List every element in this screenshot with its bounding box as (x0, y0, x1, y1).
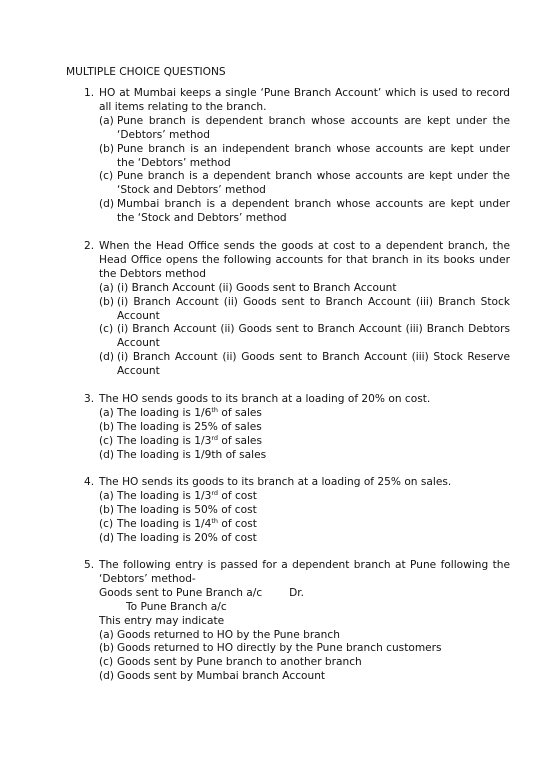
option-label: (d) (99, 531, 114, 544)
option-label: (b) (99, 642, 114, 655)
question-number: 4. (84, 476, 95, 488)
option-text-end: of cost (218, 517, 257, 530)
option-b (99, 504, 510, 518)
page-heading: MULTIPLE CHOICE QUESTIONS (66, 66, 226, 78)
option-text: (i) Branch Account (ii) Goods sent to Branch Account (iii) Branch Stock Account (117, 295, 510, 322)
option-label: (a) (99, 281, 114, 294)
option-label: (a) (99, 114, 114, 127)
option-label: (d) (99, 670, 114, 683)
option-text: Goods sent by Mumbai branch Account (117, 670, 326, 683)
option-d (99, 670, 510, 684)
option-a (99, 407, 510, 421)
option-text: The loading is 50% of cost (117, 503, 257, 516)
option-text-start: The loading is 1/3 (117, 489, 212, 502)
question-lead-in: This entry may indicate (99, 614, 225, 627)
option-label: (d) (99, 448, 114, 461)
question-number: 2. (84, 240, 95, 252)
question-text: The HO sends goods to its branch at a loading of 20% on cost. (99, 393, 431, 405)
option-text-end: of sales (218, 434, 262, 447)
option-label: (a) (99, 489, 114, 502)
option-label: (d) (99, 198, 114, 211)
option-text: Mumbai branch is a dependent branch whose accounts are kept under the ‘Stock and Debtors’ method (117, 198, 510, 225)
option-d (99, 198, 510, 226)
option-text-start: The loading is 1/3 (117, 434, 212, 447)
option-text-end: of cost (218, 489, 257, 502)
option-list (99, 629, 510, 685)
option-b (99, 642, 510, 656)
option-text: Pune branch is an independent branch whose accounts are kept under the ‘Debtors’ method (117, 142, 510, 169)
option-text: Goods returned to HO by the Pune branch (117, 628, 340, 641)
option-c (99, 323, 510, 351)
option-text-start: The loading is 1/6 (117, 406, 212, 419)
question-number: 3. (84, 393, 95, 405)
question-text: When the Head Office sends the goods at cost to a dependent branch, the Head Office opens the following accounts for that branch in its books under the Debtors method (99, 240, 510, 280)
question-1 (84, 87, 510, 226)
option-label: (a) (99, 406, 114, 419)
option-label: (c) (99, 323, 114, 336)
option-text: The loading is 1/9th of sales (117, 448, 267, 461)
option-b (99, 296, 510, 324)
question-2 (84, 240, 510, 379)
option-text: The loading is 25% of sales (117, 420, 262, 433)
option-b (99, 421, 510, 435)
option-d (99, 532, 510, 546)
journal-entry-credit: To Pune Branch a/c (126, 600, 227, 613)
option-text: (i) Branch Account (ii) Goods sent to Branch Account (iii) Stock Reserve Account (117, 351, 510, 378)
option-label: (d) (99, 351, 114, 364)
option-label: (a) (99, 628, 114, 641)
option-c (99, 518, 510, 532)
option-list (99, 407, 510, 463)
option-text: Goods sent by Pune branch to another branch (117, 656, 362, 669)
option-text: (i) Branch Account (ii) Goods sent to Branch Account (iii) Branch Debtors Account (117, 323, 510, 350)
option-label: (b) (99, 503, 114, 516)
question-4 (84, 476, 510, 546)
option-d (99, 351, 510, 379)
option-c (99, 656, 510, 670)
option-label: (b) (99, 295, 114, 308)
option-list (99, 282, 510, 379)
question-number: 5. (84, 559, 95, 571)
option-text: Goods returned to HO directly by the Pune branch customers (117, 642, 442, 655)
option-text: Pune branch is dependent branch whose accounts are kept under the ‘Debtors’ method (117, 114, 510, 141)
option-text-start: The loading is 1/4 (117, 517, 212, 530)
ordinal-suffix: rd (211, 488, 219, 497)
option-c (99, 435, 510, 449)
option-label: (c) (99, 517, 114, 530)
ordinal-suffix: th (211, 516, 219, 525)
option-label: (c) (99, 170, 114, 183)
option-list (99, 490, 510, 546)
ordinal-suffix: rd (211, 433, 219, 442)
question-3 (84, 393, 510, 463)
question-text: HO at Mumbai keeps a single ‘Pune Branch Account’ which is used to record all items relating to the branch. (99, 87, 510, 113)
option-a (99, 490, 510, 504)
option-label: (b) (99, 420, 114, 433)
option-text: Pune branch is a dependent branch whose accounts are kept under the ‘Stock and Debtors’ method (117, 170, 510, 197)
question-number: 1. (84, 87, 95, 99)
option-label: (c) (99, 656, 114, 669)
option-text-end: of sales (218, 406, 262, 419)
option-a (99, 629, 510, 643)
option-a (99, 282, 510, 296)
question-text: The following entry is passed for a dependent branch at Pune following the ‘Debtors’ method- (99, 559, 510, 585)
option-label: (c) (99, 434, 114, 447)
question-text: The HO sends its goods to its branch at a loading of 25% on sales. (99, 476, 452, 488)
option-label: (b) (99, 142, 114, 155)
option-c (99, 170, 510, 198)
option-a (99, 115, 510, 143)
option-text: The loading is 20% of cost (117, 531, 257, 544)
ordinal-suffix: th (211, 405, 219, 414)
option-b (99, 143, 510, 171)
option-text: (i) Branch Account (ii) Goods sent to Branch Account (117, 281, 397, 294)
option-d (99, 449, 510, 463)
option-list (99, 115, 510, 226)
question-5 (84, 559, 510, 684)
journal-entry-debit: Goods sent to Pune Branch a/c Dr. (99, 586, 305, 599)
